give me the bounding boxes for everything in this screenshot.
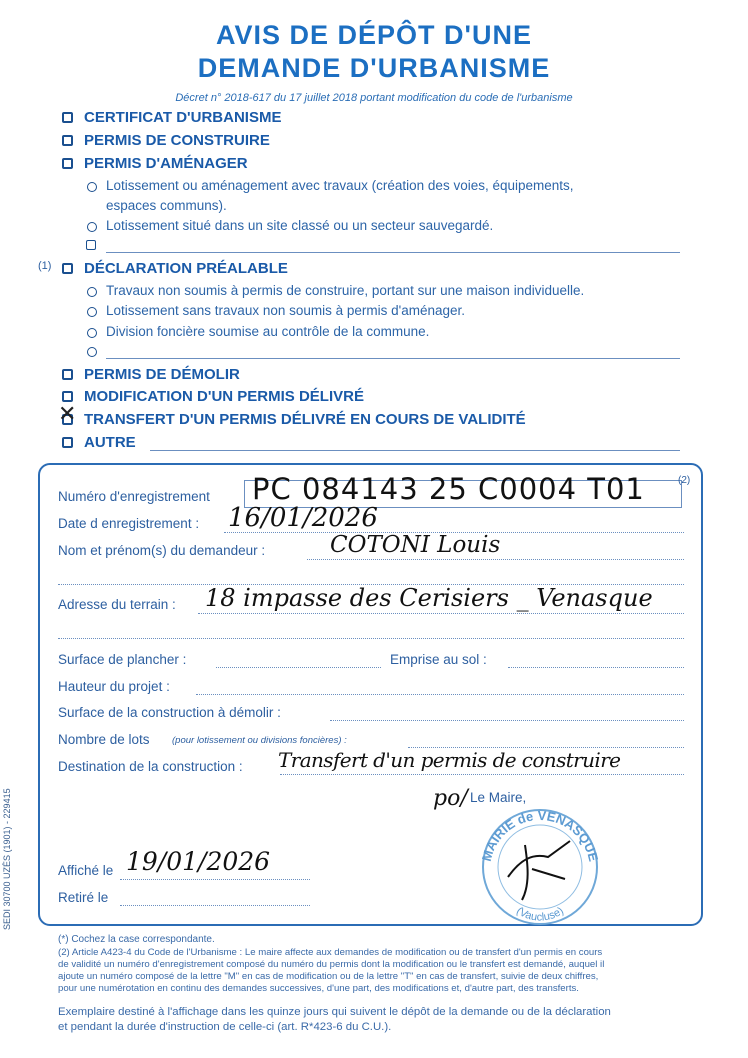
- checkbox-certificat[interactable]: [62, 112, 73, 123]
- numero-value: PC 084143 25 C0004 T01: [252, 472, 645, 506]
- amenager-sub1-line1: Lotissement ou aménagement avec travaux (création des voies, équipements,: [106, 178, 574, 193]
- title-line-2: DEMANDE D'URBANISME: [197, 53, 551, 83]
- footer-exemplaire-2: et pendant la durée d'instruction de celle-ci (art. R*423-6 du C.U.).: [58, 1021, 392, 1033]
- radio-decl-1[interactable]: [87, 287, 97, 297]
- nom-label: Nom et prénom(s) du demandeur :: [58, 543, 266, 558]
- title-line-1: AVIS DE DÉPÔT D'UNE: [216, 20, 532, 50]
- surface-plancher-field[interactable]: [216, 667, 381, 668]
- decret-subtitle: Décret n° 2018-617 du 17 juillet 2018 portant modification du code de l'urbanisme: [175, 92, 573, 104]
- radio-decl-3[interactable]: [87, 328, 97, 338]
- adresse-line-2: [58, 638, 684, 639]
- amenager-sub1-line2: espaces communs).: [106, 198, 227, 213]
- stamp-top-text: MAIRIE de VENASQUE: [478, 807, 602, 863]
- checkbox-modification[interactable]: [62, 391, 73, 402]
- numero-note: (2): [678, 475, 691, 486]
- checkbox-amenager-other[interactable]: [86, 240, 96, 250]
- nombre-lots-note: (pour lotissement ou divisions foncières) :: [172, 735, 347, 746]
- checkmark-transfert-icon: ✕: [58, 402, 77, 427]
- decl-sub2: Lotissement sans travaux non soumis à permis d'aménager.: [106, 303, 466, 318]
- emprise-label: Emprise au sol :: [390, 652, 487, 667]
- checkbox-permis-demolir[interactable]: [62, 369, 73, 380]
- side-code: SEDI 30700 UZÈS (1901) - 229415: [2, 788, 12, 930]
- hauteur-label: Hauteur du projet :: [58, 679, 170, 694]
- affiche-line: [120, 879, 310, 880]
- retire-label: Retiré le: [58, 890, 109, 905]
- footer-note2-1: (2) Article A423-4 du Code de l'Urbanisme : Le maire affecte aux demandes de modification ou de transfert d'un permis en cours: [58, 947, 603, 958]
- footer-exemplaire-1: Exemplaire destiné à l'affichage dans les quinze jours qui suivent le dépôt de la demande ou de la déclaration: [58, 1006, 611, 1018]
- radio-decl-2[interactable]: [87, 307, 97, 317]
- label-declaration: DÉCLARATION PRÉALABLE: [84, 260, 288, 277]
- checkbox-declaration[interactable]: [62, 263, 73, 274]
- destination-label: Destination de la construction :: [58, 759, 243, 774]
- radio-amenager-1[interactable]: [87, 182, 97, 192]
- surface-demolir-label: Surface de la construction à démolir :: [58, 705, 281, 720]
- autre-line: [150, 450, 680, 451]
- amenager-sub2: Lotissement situé dans un site classé ou un secteur sauvegardé.: [106, 218, 494, 233]
- checkbox-permis-construire[interactable]: [62, 135, 73, 146]
- mairie-stamp: [470, 805, 610, 925]
- decl-other-line: [106, 358, 680, 359]
- adresse-value[interactable]: 18 impasse des Cerisiers _ Venasque: [205, 584, 653, 612]
- radio-decl-other[interactable]: [87, 347, 97, 357]
- destination-line: [280, 774, 684, 775]
- adresse-label: Adresse du terrain :: [58, 597, 176, 612]
- checkbox-permis-amenager[interactable]: [62, 158, 73, 169]
- svg-text:MAIRIE de VENASQUE: [479, 808, 602, 863]
- date-value[interactable]: 16/01/2026: [228, 503, 378, 533]
- label-permis-construire: PERMIS DE CONSTRUIRE: [84, 132, 270, 149]
- label-transfert: TRANSFERT D'UN PERMIS DÉLIVRÉ EN COURS DE VALIDITÉ: [84, 411, 526, 428]
- nom-value[interactable]: COTONI Louis: [330, 532, 501, 558]
- maire-prefix: po/: [433, 786, 468, 811]
- radio-amenager-2[interactable]: [87, 222, 97, 232]
- label-autre: AUTRE: [84, 434, 136, 451]
- affiche-value[interactable]: 19/01/2026: [126, 847, 271, 876]
- label-permis-amenager: PERMIS D'AMÉNAGER: [84, 155, 248, 172]
- footer-note2-3: ajoute un numéro composé de la lettre "M" en cas de modification ou de la lettre "T" en cas de transfert, suivie de deux chiffres,: [58, 971, 599, 982]
- side-code-wrap: [2, 780, 16, 930]
- checkbox-autre[interactable]: [62, 437, 73, 448]
- footer-note1: (*) Cochez la case correspondante.: [58, 934, 215, 945]
- adresse-line: [198, 613, 684, 614]
- maire-label: Le Maire,: [470, 790, 527, 805]
- numero-label: Numéro d'enregistrement: [58, 489, 210, 504]
- label-permis-demolir: PERMIS DE DÉMOLIR: [84, 366, 240, 383]
- nom-line: [307, 559, 684, 560]
- nombre-lots-label: Nombre de lots: [58, 732, 150, 747]
- amenager-other-line: [106, 252, 680, 253]
- date-label: Date d enregistrement :: [58, 516, 200, 531]
- destination-value[interactable]: Transfert d'un permis de construire: [278, 748, 621, 772]
- emprise-field[interactable]: [508, 667, 684, 668]
- footer-note2-2: de validité un numéro d'enregistrement composé du numéro du permis dont la modification ou le transfert est demandé, auquel il: [58, 959, 605, 970]
- label-certificat: CERTIFICAT D'URBANISME: [84, 109, 282, 126]
- retire-field[interactable]: [120, 905, 310, 906]
- decl-sub3: Division foncière soumise au contrôle de la commune.: [106, 324, 430, 339]
- footer-note2-4: pour une numérotation en continu des demandes successives, d'une part, des modifications et, d'autre part, des transferts.: [58, 983, 579, 994]
- surface-demolir-field[interactable]: [330, 720, 684, 721]
- surface-plancher-label: Surface de plancher :: [58, 652, 187, 667]
- stamp-bottom-text: (Vaucluse): [514, 904, 566, 924]
- declaration-note: (1): [38, 260, 52, 272]
- decl-sub1: Travaux non soumis à permis de construire, portant sur une maison individuelle.: [106, 283, 585, 298]
- affiche-label: Affiché le: [58, 863, 114, 878]
- label-modification: MODIFICATION D'UN PERMIS DÉLIVRÉ: [84, 388, 364, 405]
- hauteur-field[interactable]: [196, 694, 684, 695]
